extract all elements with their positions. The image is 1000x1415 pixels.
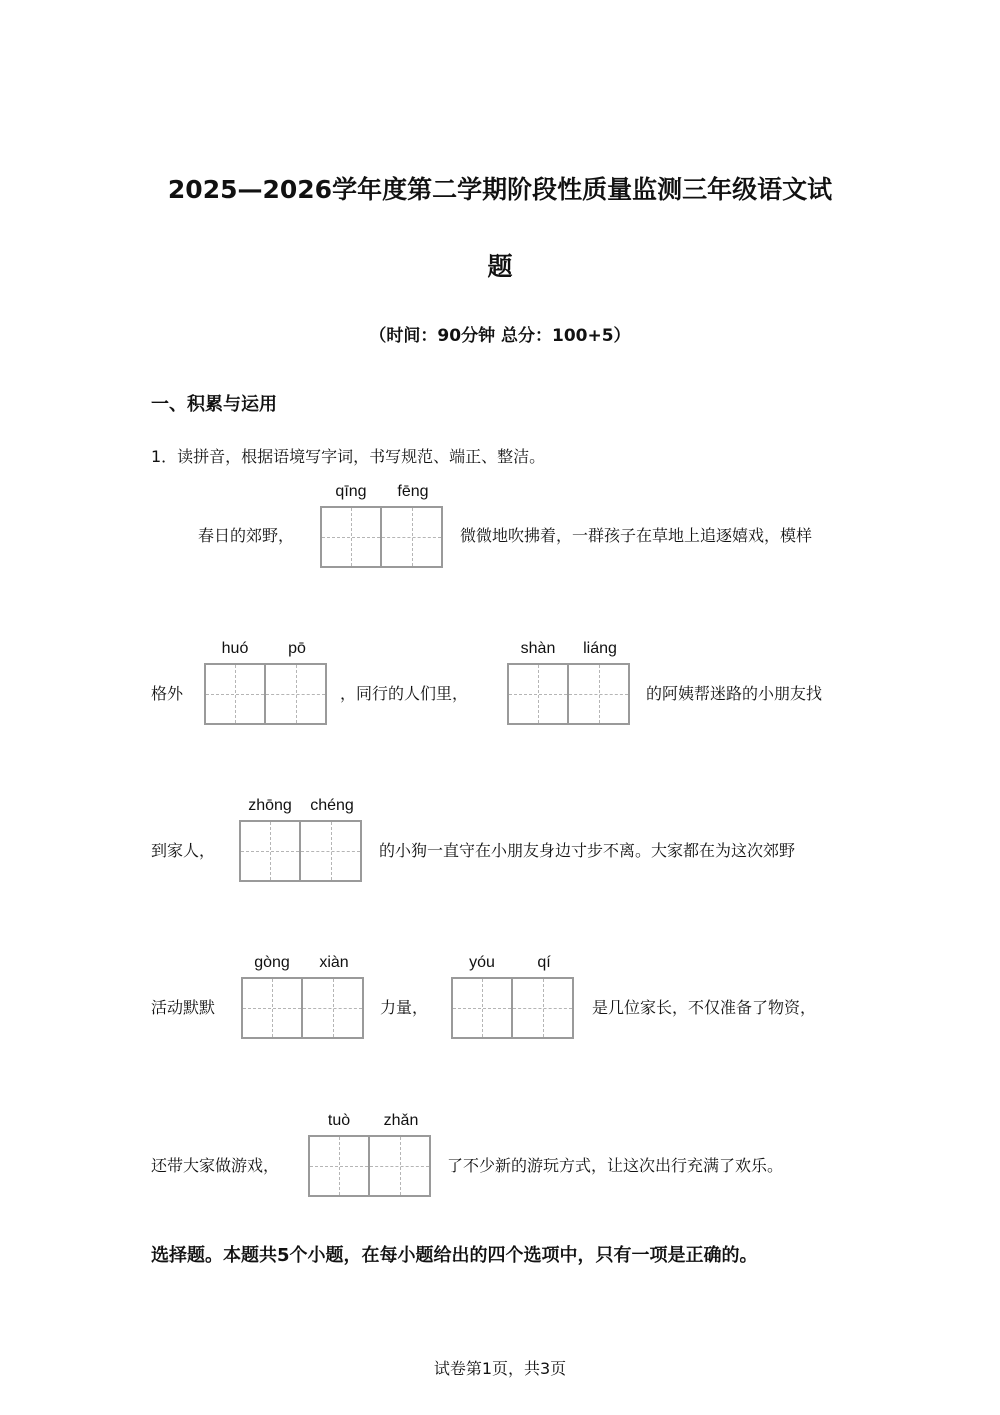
row-5-text-1: 还带大家做游戏， [151,1156,280,1175]
writing-box[interactable] [382,506,443,568]
pinyin-label: liáng [583,640,617,657]
writing-box[interactable] [569,663,630,725]
pinyin-label: gòng [254,954,290,971]
pinyin-label: pō [288,640,306,657]
writing-box[interactable] [308,1135,370,1197]
writing-box[interactable] [239,820,301,882]
question-1-prompt: 1．读拼音，根据语境写字词，书写规范、端正、整洁。 [151,447,546,466]
writing-box[interactable] [513,977,574,1039]
pinyin-label: huó [221,640,249,657]
page-footer: 试卷第1页，共3页 [433,1359,567,1378]
pinyin-label: qīng [335,483,367,500]
row-2-text-3: 的阿姨帮迷路的小朋友找 [646,684,823,703]
row-1-text-2: 微微地吹拂着，一群孩子在草地上追逐嬉戏，模样 [460,526,813,545]
writing-box[interactable] [370,1135,431,1197]
pinyin-label: shàn [520,640,556,657]
row-3-text-1: 到家人， [151,841,216,860]
pinyin-label: tuò [327,1112,351,1129]
section-title: 一、积累与运用 [151,394,277,415]
row-2-text-1: 格外 [151,684,184,703]
row-4-text-1: 活动默默 [151,998,216,1017]
writing-box[interactable] [241,977,303,1039]
pinyin-label: fēng [397,483,429,500]
writing-box[interactable] [320,506,382,568]
pinyin-label: zhōng [248,797,292,814]
row-5-text-2: 了不少新的游玩方式，让这次出行充满了欢乐。 [447,1156,784,1175]
row-4-text-3: 是几位家长，不仅准备了物资， [592,998,817,1017]
writing-box[interactable] [451,977,513,1039]
pinyin-label: qí [537,954,551,971]
row-3-text-2: 的小狗一直守在小朋友身边寸步不离。大家都在为这次郊野 [379,841,796,860]
page-title-line-2: 题 [487,252,513,281]
exam-meta: （时间：90分钟 总分：100+5） [369,326,631,346]
writing-box[interactable] [204,663,266,725]
row-4-text-2: 力量， [380,998,429,1017]
row-2-text-2: ，同行的人们里， [340,684,469,703]
pinyin-label: xiàn [319,954,349,971]
writing-box[interactable] [303,977,364,1039]
row-1-text-1: 春日的郊野， [198,526,295,545]
pinyin-label: zhǎn [383,1112,419,1129]
choice-section-header: 选择题。本题共5个小题，在每小题给出的四个选项中，只有一项是正确的。 [151,1245,758,1266]
writing-box[interactable] [301,820,362,882]
writing-box[interactable] [266,663,327,725]
page-title-line-1: 2025—2026学年度第二学期阶段性质量监测三年级语文试 [167,175,833,204]
writing-box[interactable] [507,663,569,725]
pinyin-label: chéng [310,797,354,814]
pinyin-label: yóu [469,954,495,971]
